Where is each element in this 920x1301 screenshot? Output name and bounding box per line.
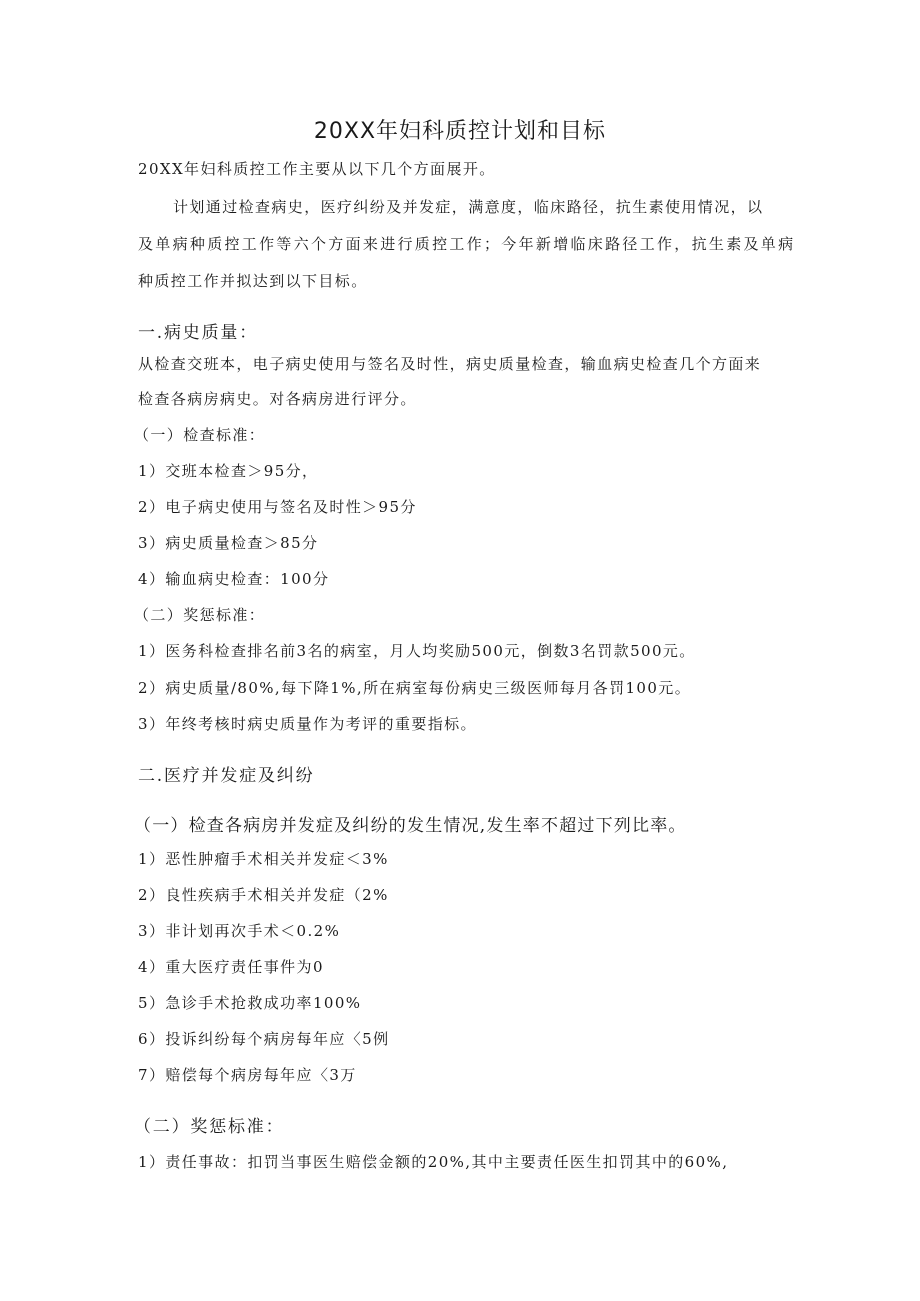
complication-item: 2）良性疾病手术相关并发症（2% xyxy=(138,886,389,904)
check-standard-heading: （一）检查标准： xyxy=(134,426,266,444)
complication-item: 1）恶性肿瘤手术相关并发症＜3% xyxy=(138,850,389,868)
check-item: 3）病史质量检查＞85分 xyxy=(138,534,319,552)
section-2-reward-item: 1）责任事故：扣罚当事医生赔偿金额的20%,其中主要责任医生扣罚其中的60%, xyxy=(138,1153,729,1171)
section-1-desc-line: 从检查交班本，电子病史使用与签名及时性，病史质量检查，输血病史检查几个方面来 xyxy=(138,355,762,373)
intro-paragraph: 20XX年妇科质控工作主要从以下几个方面展开。 xyxy=(138,160,496,178)
complication-item: 4）重大医疗责任事件为0 xyxy=(138,958,324,976)
reward-item: 1）医务科检查排名前3名的病室，月人均奖励500元，倒数3名罚款500元。 xyxy=(138,642,696,660)
complication-item: 7）赔偿每个病房每年应〈3万 xyxy=(138,1066,357,1084)
reward-item: 3）年终考核时病史质量作为考评的重要指标。 xyxy=(138,715,477,733)
check-item: 4）输血病史检查：100分 xyxy=(138,570,330,588)
reward-standard-heading: （二）奖惩标准： xyxy=(134,606,266,624)
section-2-sub-heading: （一）检查各病房并发症及纠纷的发生情况,发生率不超过下列比率。 xyxy=(134,816,687,836)
section-1-desc-line: 检查各病房病史。对各病房进行评分。 xyxy=(138,390,417,408)
complication-item: 5）急诊手术抢救成功率100% xyxy=(138,994,362,1012)
section-1-heading: 一.病史质量： xyxy=(138,323,259,343)
section-2-heading: 二.医疗并发症及纠纷 xyxy=(138,766,315,786)
section-2-reward-heading: （二）奖惩标准： xyxy=(134,1117,285,1137)
plan-line: 及单病种质控工作等六个方面来进行质控工作；今年新增临床路径工作，抗生素及单病 xyxy=(138,235,796,253)
complication-item: 3）非计划再次手术＜0.2% xyxy=(138,922,341,940)
plan-line: 计划通过检查病史，医疗纠纷及并发症，满意度，临床路径，抗生素使用情况，以 xyxy=(173,198,764,216)
plan-line: 种质控工作并拟达到以下目标。 xyxy=(138,272,368,290)
check-item: 2）电子病史使用与签名及时性＞95分 xyxy=(138,498,417,516)
check-item: 1）交班本检查＞95分， xyxy=(138,462,319,480)
reward-item: 2）病史质量/80%,每下降1%,所在病室每份病史三级医师每月各罚100元。 xyxy=(138,679,692,697)
document-title: 20XX年妇科质控计划和目标 xyxy=(313,119,607,144)
complication-item: 6）投诉纠纷每个病房每年应〈5例 xyxy=(138,1030,390,1048)
